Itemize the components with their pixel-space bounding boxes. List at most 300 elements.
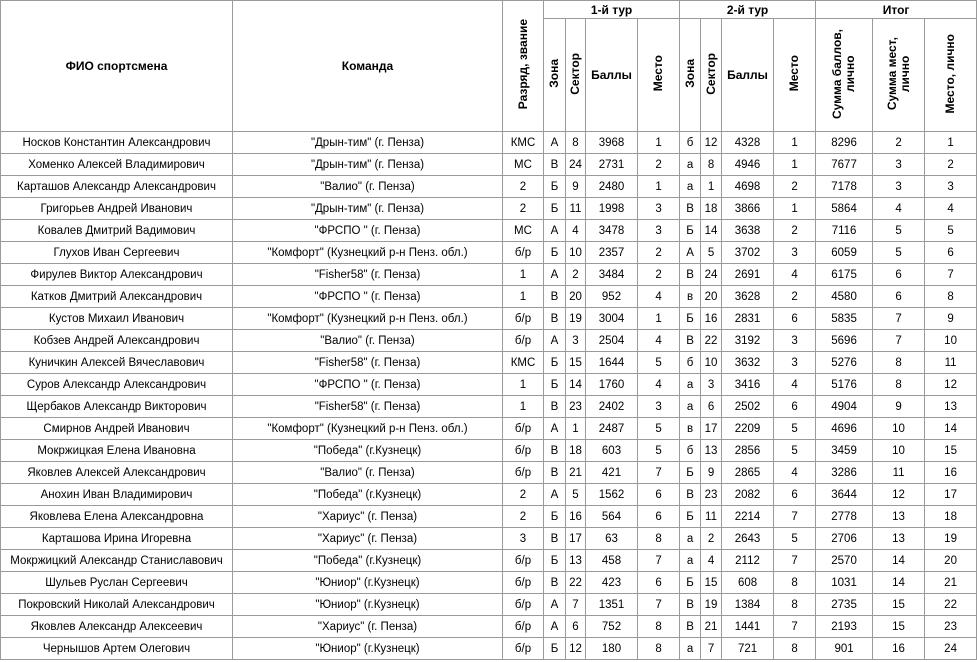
cell-tour2-zone: а bbox=[680, 550, 701, 572]
header-tour2-place-text: Место bbox=[787, 55, 802, 92]
cell-tour1-place: 3 bbox=[638, 198, 680, 220]
cell-place-personal: 14 bbox=[925, 418, 977, 440]
cell-tour2-zone: б bbox=[680, 132, 701, 154]
cell-rank: 2 bbox=[503, 198, 544, 220]
cell-tour1-sector: 7 bbox=[566, 594, 586, 616]
cell-rank: б/р bbox=[503, 308, 544, 330]
cell-name: Хоменко Алексей Владимирович bbox=[1, 154, 233, 176]
cell-tour2-sector: 3 bbox=[701, 374, 722, 396]
cell-rank: 1 bbox=[503, 396, 544, 418]
cell-tour2-place: 4 bbox=[774, 374, 816, 396]
cell-rank: б/р bbox=[503, 418, 544, 440]
cell-tour2-sector: 19 bbox=[701, 594, 722, 616]
cell-sum-points: 3644 bbox=[816, 484, 873, 506]
cell-place-personal: 2 bbox=[925, 154, 977, 176]
cell-tour2-zone: а bbox=[680, 374, 701, 396]
cell-tour1-sector: 2 bbox=[566, 264, 586, 286]
cell-tour1-sector: 16 bbox=[566, 506, 586, 528]
cell-tour1-points: 1562 bbox=[586, 484, 638, 506]
cell-tour1-points: 2504 bbox=[586, 330, 638, 352]
cell-tour1-points: 952 bbox=[586, 286, 638, 308]
header-tour2-sector-text: Сектор bbox=[703, 52, 718, 95]
cell-tour2-place: 2 bbox=[774, 176, 816, 198]
cell-team: "Валио" (г. Пенза) bbox=[233, 330, 503, 352]
cell-name: Суров Александр Александрович bbox=[1, 374, 233, 396]
cell-tour2-points: 3638 bbox=[722, 220, 774, 242]
header-tour1-place-text: Место bbox=[651, 55, 666, 92]
cell-tour1-sector: 10 bbox=[566, 242, 586, 264]
cell-tour1-zone: А bbox=[544, 220, 566, 242]
cell-tour1-sector: 23 bbox=[566, 396, 586, 418]
header-sum-points bbox=[816, 19, 873, 132]
cell-sum-points: 6175 bbox=[816, 264, 873, 286]
cell-sum-points: 6059 bbox=[816, 242, 873, 264]
cell-tour1-sector: 17 bbox=[566, 528, 586, 550]
cell-tour2-zone: в bbox=[680, 286, 701, 308]
table-row bbox=[1, 550, 977, 572]
cell-tour2-place: 8 bbox=[774, 594, 816, 616]
cell-tour1-points: 423 bbox=[586, 572, 638, 594]
header-tour1-place bbox=[638, 19, 680, 132]
cell-tour1-zone: А bbox=[544, 418, 566, 440]
table-row bbox=[1, 286, 977, 308]
cell-sum-places: 6 bbox=[873, 286, 925, 308]
cell-tour1-place: 7 bbox=[638, 594, 680, 616]
table-row bbox=[1, 396, 977, 418]
cell-tour2-zone: Б bbox=[680, 308, 701, 330]
cell-tour1-zone: Б bbox=[544, 242, 566, 264]
cell-tour2-place: 6 bbox=[774, 396, 816, 418]
cell-sum-places: 16 bbox=[873, 638, 925, 660]
header-tour1-sector-text: Сектор bbox=[568, 52, 582, 95]
cell-tour1-sector: 15 bbox=[566, 352, 586, 374]
cell-sum-places: 3 bbox=[873, 154, 925, 176]
cell-place-personal: 5 bbox=[925, 220, 977, 242]
cell-tour2-sector: 14 bbox=[701, 220, 722, 242]
cell-place-personal: 1 bbox=[925, 132, 977, 154]
cell-tour1-points: 63 bbox=[586, 528, 638, 550]
cell-tour1-zone: Б bbox=[544, 374, 566, 396]
cell-tour1-zone: А bbox=[544, 330, 566, 352]
cell-sum-places: 10 bbox=[873, 440, 925, 462]
cell-tour2-sector: 7 bbox=[701, 638, 722, 660]
table-row bbox=[1, 220, 977, 242]
cell-team: "Комфорт" (Кузнецкий р-н Пенз. обл.) bbox=[233, 418, 503, 440]
cell-sum-places: 10 bbox=[873, 418, 925, 440]
cell-tour1-place: 1 bbox=[638, 176, 680, 198]
cell-tour2-points: 1441 bbox=[722, 616, 774, 638]
cell-sum-points: 4580 bbox=[816, 286, 873, 308]
cell-tour2-zone: Б bbox=[680, 462, 701, 484]
cell-sum-places: 8 bbox=[873, 352, 925, 374]
cell-tour2-points: 3192 bbox=[722, 330, 774, 352]
cell-name: Катков Дмитрий Александрович bbox=[1, 286, 233, 308]
cell-tour1-zone: В bbox=[544, 154, 566, 176]
cell-team: "Хариус" (г. Пенза) bbox=[233, 528, 503, 550]
cell-tour2-place: 8 bbox=[774, 638, 816, 660]
cell-tour2-points: 608 bbox=[722, 572, 774, 594]
cell-tour2-sector: 5 bbox=[701, 242, 722, 264]
cell-tour2-points: 3628 bbox=[722, 286, 774, 308]
cell-sum-points: 5176 bbox=[816, 374, 873, 396]
cell-tour2-place: 4 bbox=[774, 264, 816, 286]
cell-tour1-place: 6 bbox=[638, 506, 680, 528]
table-row bbox=[1, 242, 977, 264]
cell-tour1-sector: 11 bbox=[566, 198, 586, 220]
cell-tour2-zone: в bbox=[680, 418, 701, 440]
cell-tour1-zone: Б bbox=[544, 638, 566, 660]
cell-tour2-zone: В bbox=[680, 330, 701, 352]
table-row bbox=[1, 440, 977, 462]
header-tour2-points: Баллы bbox=[722, 19, 774, 132]
cell-sum-places: 6 bbox=[873, 264, 925, 286]
header-tour2-sector bbox=[701, 19, 722, 132]
table-row bbox=[1, 638, 977, 660]
cell-tour2-place: 4 bbox=[774, 462, 816, 484]
cell-name: Григорьев Андрей Иванович bbox=[1, 198, 233, 220]
cell-tour2-sector: 8 bbox=[701, 154, 722, 176]
cell-tour1-points: 1998 bbox=[586, 198, 638, 220]
cell-tour2-zone: В bbox=[680, 484, 701, 506]
cell-tour1-place: 5 bbox=[638, 440, 680, 462]
cell-tour1-points: 2487 bbox=[586, 418, 638, 440]
cell-tour2-zone: В bbox=[680, 616, 701, 638]
cell-name: Носков Константин Александрович bbox=[1, 132, 233, 154]
cell-tour2-sector: 11 bbox=[701, 506, 722, 528]
header-tour2-zone-text: Зона bbox=[682, 59, 697, 88]
cell-tour2-place: 3 bbox=[774, 242, 816, 264]
cell-tour2-sector: 13 bbox=[701, 440, 722, 462]
cell-tour2-place: 7 bbox=[774, 506, 816, 528]
cell-team: "Победа" (г.Кузнецк) bbox=[233, 550, 503, 572]
cell-tour2-points: 2112 bbox=[722, 550, 774, 572]
cell-tour2-points: 4328 bbox=[722, 132, 774, 154]
cell-sum-points: 7178 bbox=[816, 176, 873, 198]
cell-tour2-sector: 10 bbox=[701, 352, 722, 374]
cell-tour1-points: 752 bbox=[586, 616, 638, 638]
cell-rank: б/р bbox=[503, 616, 544, 638]
header-sum-points-text: Сумма баллов, лично bbox=[830, 28, 858, 119]
cell-name: Кустов Михаил Иванович bbox=[1, 308, 233, 330]
header-itog: Итог bbox=[816, 1, 977, 19]
cell-rank: б/р bbox=[503, 572, 544, 594]
cell-tour1-zone: В bbox=[544, 308, 566, 330]
header-rank-text: Разряд, звание bbox=[515, 19, 530, 110]
cell-tour1-points: 2402 bbox=[586, 396, 638, 418]
cell-tour2-sector: 2 bbox=[701, 528, 722, 550]
cell-tour1-sector: 8 bbox=[566, 132, 586, 154]
cell-place-personal: 9 bbox=[925, 308, 977, 330]
cell-tour1-sector: 19 bbox=[566, 308, 586, 330]
header-tour2-zone bbox=[680, 19, 701, 132]
cell-name: Фирулев Виктор Александрович bbox=[1, 264, 233, 286]
cell-tour2-sector: 1 bbox=[701, 176, 722, 198]
header-tour1-zone-text: Зона bbox=[547, 59, 561, 88]
cell-sum-points: 2735 bbox=[816, 594, 873, 616]
table-row bbox=[1, 308, 977, 330]
cell-tour2-points: 3632 bbox=[722, 352, 774, 374]
cell-sum-points: 5864 bbox=[816, 198, 873, 220]
cell-place-personal: 22 bbox=[925, 594, 977, 616]
cell-tour2-points: 2209 bbox=[722, 418, 774, 440]
cell-sum-places: 11 bbox=[873, 462, 925, 484]
cell-tour2-points: 3866 bbox=[722, 198, 774, 220]
cell-place-personal: 20 bbox=[925, 550, 977, 572]
header-rank bbox=[503, 1, 544, 132]
cell-tour1-zone: В bbox=[544, 528, 566, 550]
cell-rank: б/р bbox=[503, 594, 544, 616]
cell-sum-points: 1031 bbox=[816, 572, 873, 594]
cell-team: "Победа" (г.Кузнецк) bbox=[233, 484, 503, 506]
cell-rank: б/р bbox=[503, 242, 544, 264]
table-row bbox=[1, 594, 977, 616]
cell-rank: 2 bbox=[503, 484, 544, 506]
cell-place-personal: 6 bbox=[925, 242, 977, 264]
cell-tour1-sector: 12 bbox=[566, 638, 586, 660]
cell-sum-places: 15 bbox=[873, 616, 925, 638]
cell-tour1-place: 4 bbox=[638, 330, 680, 352]
cell-place-personal: 21 bbox=[925, 572, 977, 594]
cell-name: Шульев Руслан Сергеевич bbox=[1, 572, 233, 594]
header-tour1-points: Баллы bbox=[586, 19, 638, 132]
cell-name: Яковлева Елена Александровна bbox=[1, 506, 233, 528]
cell-tour2-place: 1 bbox=[774, 132, 816, 154]
cell-name: Глухов Иван Сергеевич bbox=[1, 242, 233, 264]
header-tour1: 1-й тур bbox=[544, 1, 680, 19]
cell-tour1-sector: 1 bbox=[566, 418, 586, 440]
cell-place-personal: 17 bbox=[925, 484, 977, 506]
cell-tour1-zone: А bbox=[544, 616, 566, 638]
cell-name: Яковлев Александр Алексеевич bbox=[1, 616, 233, 638]
cell-team: "ФРСПО " (г. Пенза) bbox=[233, 286, 503, 308]
cell-tour2-place: 6 bbox=[774, 484, 816, 506]
cell-tour2-place: 5 bbox=[774, 418, 816, 440]
cell-tour1-zone: Б bbox=[544, 550, 566, 572]
cell-tour1-zone: В bbox=[544, 572, 566, 594]
cell-rank: 2 bbox=[503, 506, 544, 528]
cell-team: "ФРСПО " (г. Пенза) bbox=[233, 374, 503, 396]
cell-tour2-points: 2643 bbox=[722, 528, 774, 550]
table-row bbox=[1, 484, 977, 506]
cell-tour2-zone: Б bbox=[680, 220, 701, 242]
cell-sum-places: 5 bbox=[873, 242, 925, 264]
cell-sum-points: 2193 bbox=[816, 616, 873, 638]
cell-tour1-zone: В bbox=[544, 440, 566, 462]
cell-sum-points: 3459 bbox=[816, 440, 873, 462]
cell-tour1-place: 6 bbox=[638, 484, 680, 506]
cell-tour2-points: 2214 bbox=[722, 506, 774, 528]
cell-rank: б/р bbox=[503, 550, 544, 572]
cell-team: "Хариус" (г. Пенза) bbox=[233, 506, 503, 528]
cell-tour1-sector: 4 bbox=[566, 220, 586, 242]
cell-sum-places: 12 bbox=[873, 484, 925, 506]
cell-tour1-points: 2357 bbox=[586, 242, 638, 264]
cell-tour1-zone: А bbox=[544, 132, 566, 154]
header-place-personal-text: Место, лично bbox=[943, 33, 958, 114]
cell-rank: 2 bbox=[503, 176, 544, 198]
cell-tour1-zone: Б bbox=[544, 176, 566, 198]
cell-sum-points: 2570 bbox=[816, 550, 873, 572]
header-tour1-zone bbox=[544, 19, 566, 132]
cell-place-personal: 11 bbox=[925, 352, 977, 374]
cell-tour1-place: 2 bbox=[638, 242, 680, 264]
cell-tour2-zone: а bbox=[680, 176, 701, 198]
cell-tour1-place: 7 bbox=[638, 462, 680, 484]
cell-sum-points: 3286 bbox=[816, 462, 873, 484]
cell-name: Куничкин Алексей Вячеславович bbox=[1, 352, 233, 374]
table-row bbox=[1, 198, 977, 220]
cell-name: Мокржицкая Елена Ивановна bbox=[1, 440, 233, 462]
cell-tour2-points: 721 bbox=[722, 638, 774, 660]
cell-tour2-place: 5 bbox=[774, 528, 816, 550]
cell-rank: МС bbox=[503, 154, 544, 176]
cell-tour1-points: 3484 bbox=[586, 264, 638, 286]
cell-team: "Комфорт" (Кузнецкий р-н Пенз. обл.) bbox=[233, 308, 503, 330]
cell-tour1-zone: В bbox=[544, 396, 566, 418]
cell-tour1-sector: 3 bbox=[566, 330, 586, 352]
cell-tour1-sector: 5 bbox=[566, 484, 586, 506]
cell-sum-points: 5835 bbox=[816, 308, 873, 330]
cell-tour1-place: 4 bbox=[638, 286, 680, 308]
cell-name: Яковлев Алексей Александрович bbox=[1, 462, 233, 484]
cell-tour2-zone: б bbox=[680, 352, 701, 374]
cell-place-personal: 18 bbox=[925, 506, 977, 528]
table-row bbox=[1, 264, 977, 286]
cell-tour2-sector: 17 bbox=[701, 418, 722, 440]
cell-tour2-place: 2 bbox=[774, 220, 816, 242]
cell-tour1-place: 8 bbox=[638, 528, 680, 550]
cell-place-personal: 19 bbox=[925, 528, 977, 550]
cell-tour1-zone: В bbox=[544, 462, 566, 484]
cell-name: Покровский Николай Александрович bbox=[1, 594, 233, 616]
cell-tour2-place: 1 bbox=[774, 154, 816, 176]
cell-sum-places: 3 bbox=[873, 176, 925, 198]
cell-team: "Хариус" (г. Пенза) bbox=[233, 616, 503, 638]
cell-name: Карташова Ирина Игоревна bbox=[1, 528, 233, 550]
table-row bbox=[1, 616, 977, 638]
cell-tour1-place: 8 bbox=[638, 616, 680, 638]
cell-sum-places: 7 bbox=[873, 308, 925, 330]
cell-tour1-points: 564 bbox=[586, 506, 638, 528]
cell-sum-places: 13 bbox=[873, 506, 925, 528]
cell-sum-places: 9 bbox=[873, 396, 925, 418]
cell-tour2-sector: 21 bbox=[701, 616, 722, 638]
cell-rank: б/р bbox=[503, 462, 544, 484]
cell-rank: КМС bbox=[503, 352, 544, 374]
header-tour1-sector bbox=[566, 19, 586, 132]
cell-tour1-points: 2480 bbox=[586, 176, 638, 198]
cell-tour1-points: 458 bbox=[586, 550, 638, 572]
cell-team: "Победа" (г.Кузнецк) bbox=[233, 440, 503, 462]
cell-name: Ковалев Дмитрий Вадимович bbox=[1, 220, 233, 242]
cell-sum-points: 4904 bbox=[816, 396, 873, 418]
table-row bbox=[1, 154, 977, 176]
cell-sum-places: 14 bbox=[873, 572, 925, 594]
cell-name: Мокржицкий Александр Станиславович bbox=[1, 550, 233, 572]
header-tour2-place bbox=[774, 19, 816, 132]
cell-tour1-points: 2731 bbox=[586, 154, 638, 176]
cell-tour1-sector: 20 bbox=[566, 286, 586, 308]
cell-tour1-sector: 9 bbox=[566, 176, 586, 198]
cell-tour1-points: 3478 bbox=[586, 220, 638, 242]
header-team: Команда bbox=[233, 1, 503, 132]
cell-tour1-points: 1351 bbox=[586, 594, 638, 616]
cell-team: "Комфорт" (Кузнецкий р-н Пенз. обл.) bbox=[233, 242, 503, 264]
table-row bbox=[1, 132, 977, 154]
cell-sum-places: 15 bbox=[873, 594, 925, 616]
cell-sum-places: 7 bbox=[873, 330, 925, 352]
cell-team: "Дрын-тим" (г. Пенза) bbox=[233, 198, 503, 220]
cell-rank: МС bbox=[503, 220, 544, 242]
table-row bbox=[1, 572, 977, 594]
cell-tour2-sector: 24 bbox=[701, 264, 722, 286]
cell-tour1-points: 421 bbox=[586, 462, 638, 484]
cell-tour2-zone: В bbox=[680, 594, 701, 616]
cell-sum-places: 8 bbox=[873, 374, 925, 396]
cell-tour1-sector: 18 bbox=[566, 440, 586, 462]
cell-tour2-sector: 12 bbox=[701, 132, 722, 154]
cell-tour2-zone: а bbox=[680, 638, 701, 660]
cell-team: "Юниор" (г.Кузнецк) bbox=[233, 572, 503, 594]
cell-team: "Дрын-тим" (г. Пенза) bbox=[233, 132, 503, 154]
cell-tour2-sector: 20 bbox=[701, 286, 722, 308]
cell-tour2-place: 7 bbox=[774, 616, 816, 638]
cell-place-personal: 24 bbox=[925, 638, 977, 660]
cell-tour1-sector: 14 bbox=[566, 374, 586, 396]
cell-rank: 1 bbox=[503, 264, 544, 286]
cell-name: Кобзев Андрей Александрович bbox=[1, 330, 233, 352]
header-sum-places bbox=[873, 19, 925, 132]
cell-tour1-place: 5 bbox=[638, 418, 680, 440]
cell-rank: 1 bbox=[503, 286, 544, 308]
cell-tour1-place: 2 bbox=[638, 154, 680, 176]
cell-sum-places: 4 bbox=[873, 198, 925, 220]
cell-name: Смирнов Андрей Иванович bbox=[1, 418, 233, 440]
cell-tour2-points: 4946 bbox=[722, 154, 774, 176]
cell-tour2-zone: В bbox=[680, 198, 701, 220]
table-row bbox=[1, 176, 977, 198]
cell-tour2-zone: а bbox=[680, 154, 701, 176]
cell-team: "Юниор" (г.Кузнецк) bbox=[233, 638, 503, 660]
results-body bbox=[1, 132, 977, 660]
cell-team: "Fisher58" (г. Пенза) bbox=[233, 264, 503, 286]
cell-team: "Fisher58" (г. Пенза) bbox=[233, 352, 503, 374]
cell-tour2-zone: б bbox=[680, 440, 701, 462]
cell-tour2-sector: 18 bbox=[701, 198, 722, 220]
cell-place-personal: 12 bbox=[925, 374, 977, 396]
cell-tour1-zone: В bbox=[544, 286, 566, 308]
cell-tour1-points: 1760 bbox=[586, 374, 638, 396]
cell-team: "Дрын-тим" (г. Пенза) bbox=[233, 154, 503, 176]
cell-name: Карташов Александр Александрович bbox=[1, 176, 233, 198]
cell-tour1-sector: 6 bbox=[566, 616, 586, 638]
cell-place-personal: 8 bbox=[925, 286, 977, 308]
cell-tour1-points: 180 bbox=[586, 638, 638, 660]
cell-place-personal: 4 bbox=[925, 198, 977, 220]
cell-tour2-sector: 15 bbox=[701, 572, 722, 594]
cell-tour2-place: 2 bbox=[774, 286, 816, 308]
cell-tour1-zone: Б bbox=[544, 352, 566, 374]
cell-tour2-points: 2502 bbox=[722, 396, 774, 418]
cell-tour1-points: 603 bbox=[586, 440, 638, 462]
cell-tour1-place: 4 bbox=[638, 374, 680, 396]
cell-tour2-zone: Б bbox=[680, 572, 701, 594]
cell-tour1-zone: Б bbox=[544, 198, 566, 220]
cell-tour2-place: 3 bbox=[774, 352, 816, 374]
cell-tour1-place: 8 bbox=[638, 638, 680, 660]
cell-team: "Fisher58" (г. Пенза) bbox=[233, 396, 503, 418]
cell-tour2-zone: Б bbox=[680, 506, 701, 528]
